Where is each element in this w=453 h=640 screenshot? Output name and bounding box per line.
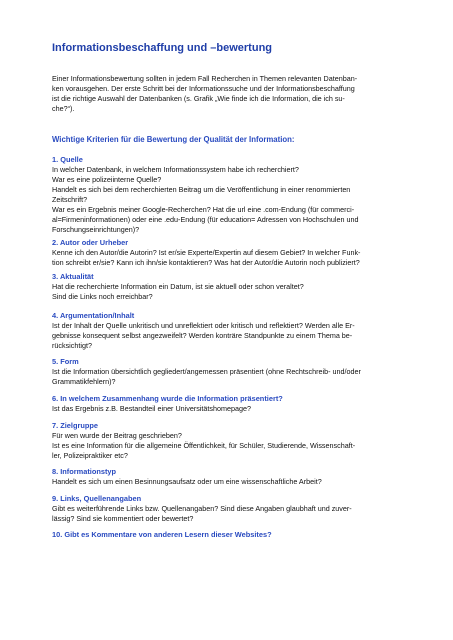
criteria-heading: Wichtige Kriterien für die Bewertung der Qualität der Information: — [52, 135, 295, 144]
section-form — [52, 357, 412, 387]
section-line: Gibt es weiterführende Links bzw. Quellenangaben? Sind diese Angaben glaubhaft und zuver- — [52, 504, 352, 513]
section-line: gebnisse konsequent selbst angezweifelt? Werden konträre Standpunkte zu einem Thema be- — [52, 331, 353, 340]
section-title: 4. Argumentation/Inhalt — [52, 311, 135, 320]
document-title: Informationsbeschaffung und –bewertung — [52, 42, 273, 54]
section-line: In welcher Datenbank, in welchem Informationssystem habe ich recherchiert? — [52, 165, 299, 174]
section-line: Ist das Ergebnis z.B. Bestandteil einer Universitätshomepage? — [52, 404, 251, 413]
intro-line: ken vorausgehen. Der erste Schritt bei der Informationssuche und der Informationsbeschaffung — [52, 84, 355, 93]
section-line: Grammatikfehlern)? — [52, 377, 116, 386]
section-autor — [52, 238, 412, 268]
section-kommentare — [52, 530, 412, 540]
section-title: 3. Aktualität — [52, 272, 94, 281]
section-argumentation — [52, 311, 412, 351]
section-title: 6. In welchem Zusammenhang wurde die Information präsentiert? — [52, 394, 283, 403]
section-line: War es eine polizeiinterne Quelle? — [52, 175, 162, 184]
intro-line: Einer Informationsbewertung sollten in jedem Fall Recherchen in Themen relevanten Datenban- — [52, 74, 358, 83]
section-zusammenhang — [52, 394, 412, 414]
section-line: Kenne ich den Autor/die Autorin? Ist er/sie Experte/Expertin auf diesem Gebiet? In welcher Funk- — [52, 248, 361, 257]
section-line: Handelt es sich bei dem recherchierten Beitrag um die Veröffentlichung in einer renommierten — [52, 185, 351, 194]
intro-line: che?“). — [52, 104, 75, 113]
section-line: Sind die Links noch erreichbar? — [52, 292, 153, 301]
section-line: al=Firmeninformationen) oder eine .edu-Endung (für education= Adressen von Hochschulen und — [52, 215, 359, 224]
section-title: 1. Quelle — [52, 155, 83, 164]
section-line: tion schreibt er/sie? Kann ich ihn/sie kontaktieren? Was hat der Autor/die Autorin noch publiziert? — [52, 258, 360, 267]
section-title: 9. Links, Quellenangaben — [52, 494, 142, 503]
section-title: 2. Autor oder Urheber — [52, 238, 129, 247]
section-quelle — [52, 155, 412, 235]
section-line: Handelt es sich um einen Besinnungsaufsatz oder um eine wissenschaftliche Arbeit? — [52, 477, 322, 486]
intro-line: ist die richtige Auswahl der Datenbanken (s. Grafik „Wie finde ich die Information, die ich su- — [52, 94, 345, 103]
section-line: Forschungseinrichtungen)? — [52, 225, 140, 234]
section-title: 7. Zielgruppe — [52, 421, 98, 430]
section-line: Ist der Inhalt der Quelle unkritisch und unreflektiert oder kritisch und reflektiert? Werden alle Er- — [52, 321, 355, 330]
section-title: 5. Form — [52, 357, 79, 366]
section-line: lässig? Sind sie kommentiert oder bewertet? — [52, 514, 194, 523]
intro-paragraph — [52, 74, 412, 114]
section-line: Zeitschrift? — [52, 195, 88, 204]
section-line: Hat die recherchierte Information ein Datum, ist sie aktuell oder schon veraltet? — [52, 282, 304, 291]
section-line: Für wen wurde der Beitrag geschrieben? — [52, 431, 182, 440]
section-line: War es ein Ergebnis meiner Google-Recherchen? Hat die url eine .com-Endung (für commerci- — [52, 205, 355, 214]
section-title: 10. Gibt es Kommentare von anderen Lesern dieser Websites? — [52, 530, 272, 539]
section-line: Ist die Information übersichtlich gegliedert/angemessen präsentiert (ohne Rechtschreib- und/oder — [52, 367, 361, 376]
section-line: ler, Polizeipraktiker etc? — [52, 451, 128, 460]
section-line: rücksichtigt? — [52, 341, 92, 350]
section-zielgruppe — [52, 421, 412, 461]
section-title: 8. Informationstyp — [52, 467, 117, 476]
section-line: Ist es eine Information für die allgemeine Öffentlichkeit, für Schüler, Studierende, Wissenschaft- — [52, 441, 356, 450]
section-informationstyp — [52, 467, 412, 487]
section-aktualitaet — [52, 272, 412, 302]
section-links — [52, 494, 412, 524]
